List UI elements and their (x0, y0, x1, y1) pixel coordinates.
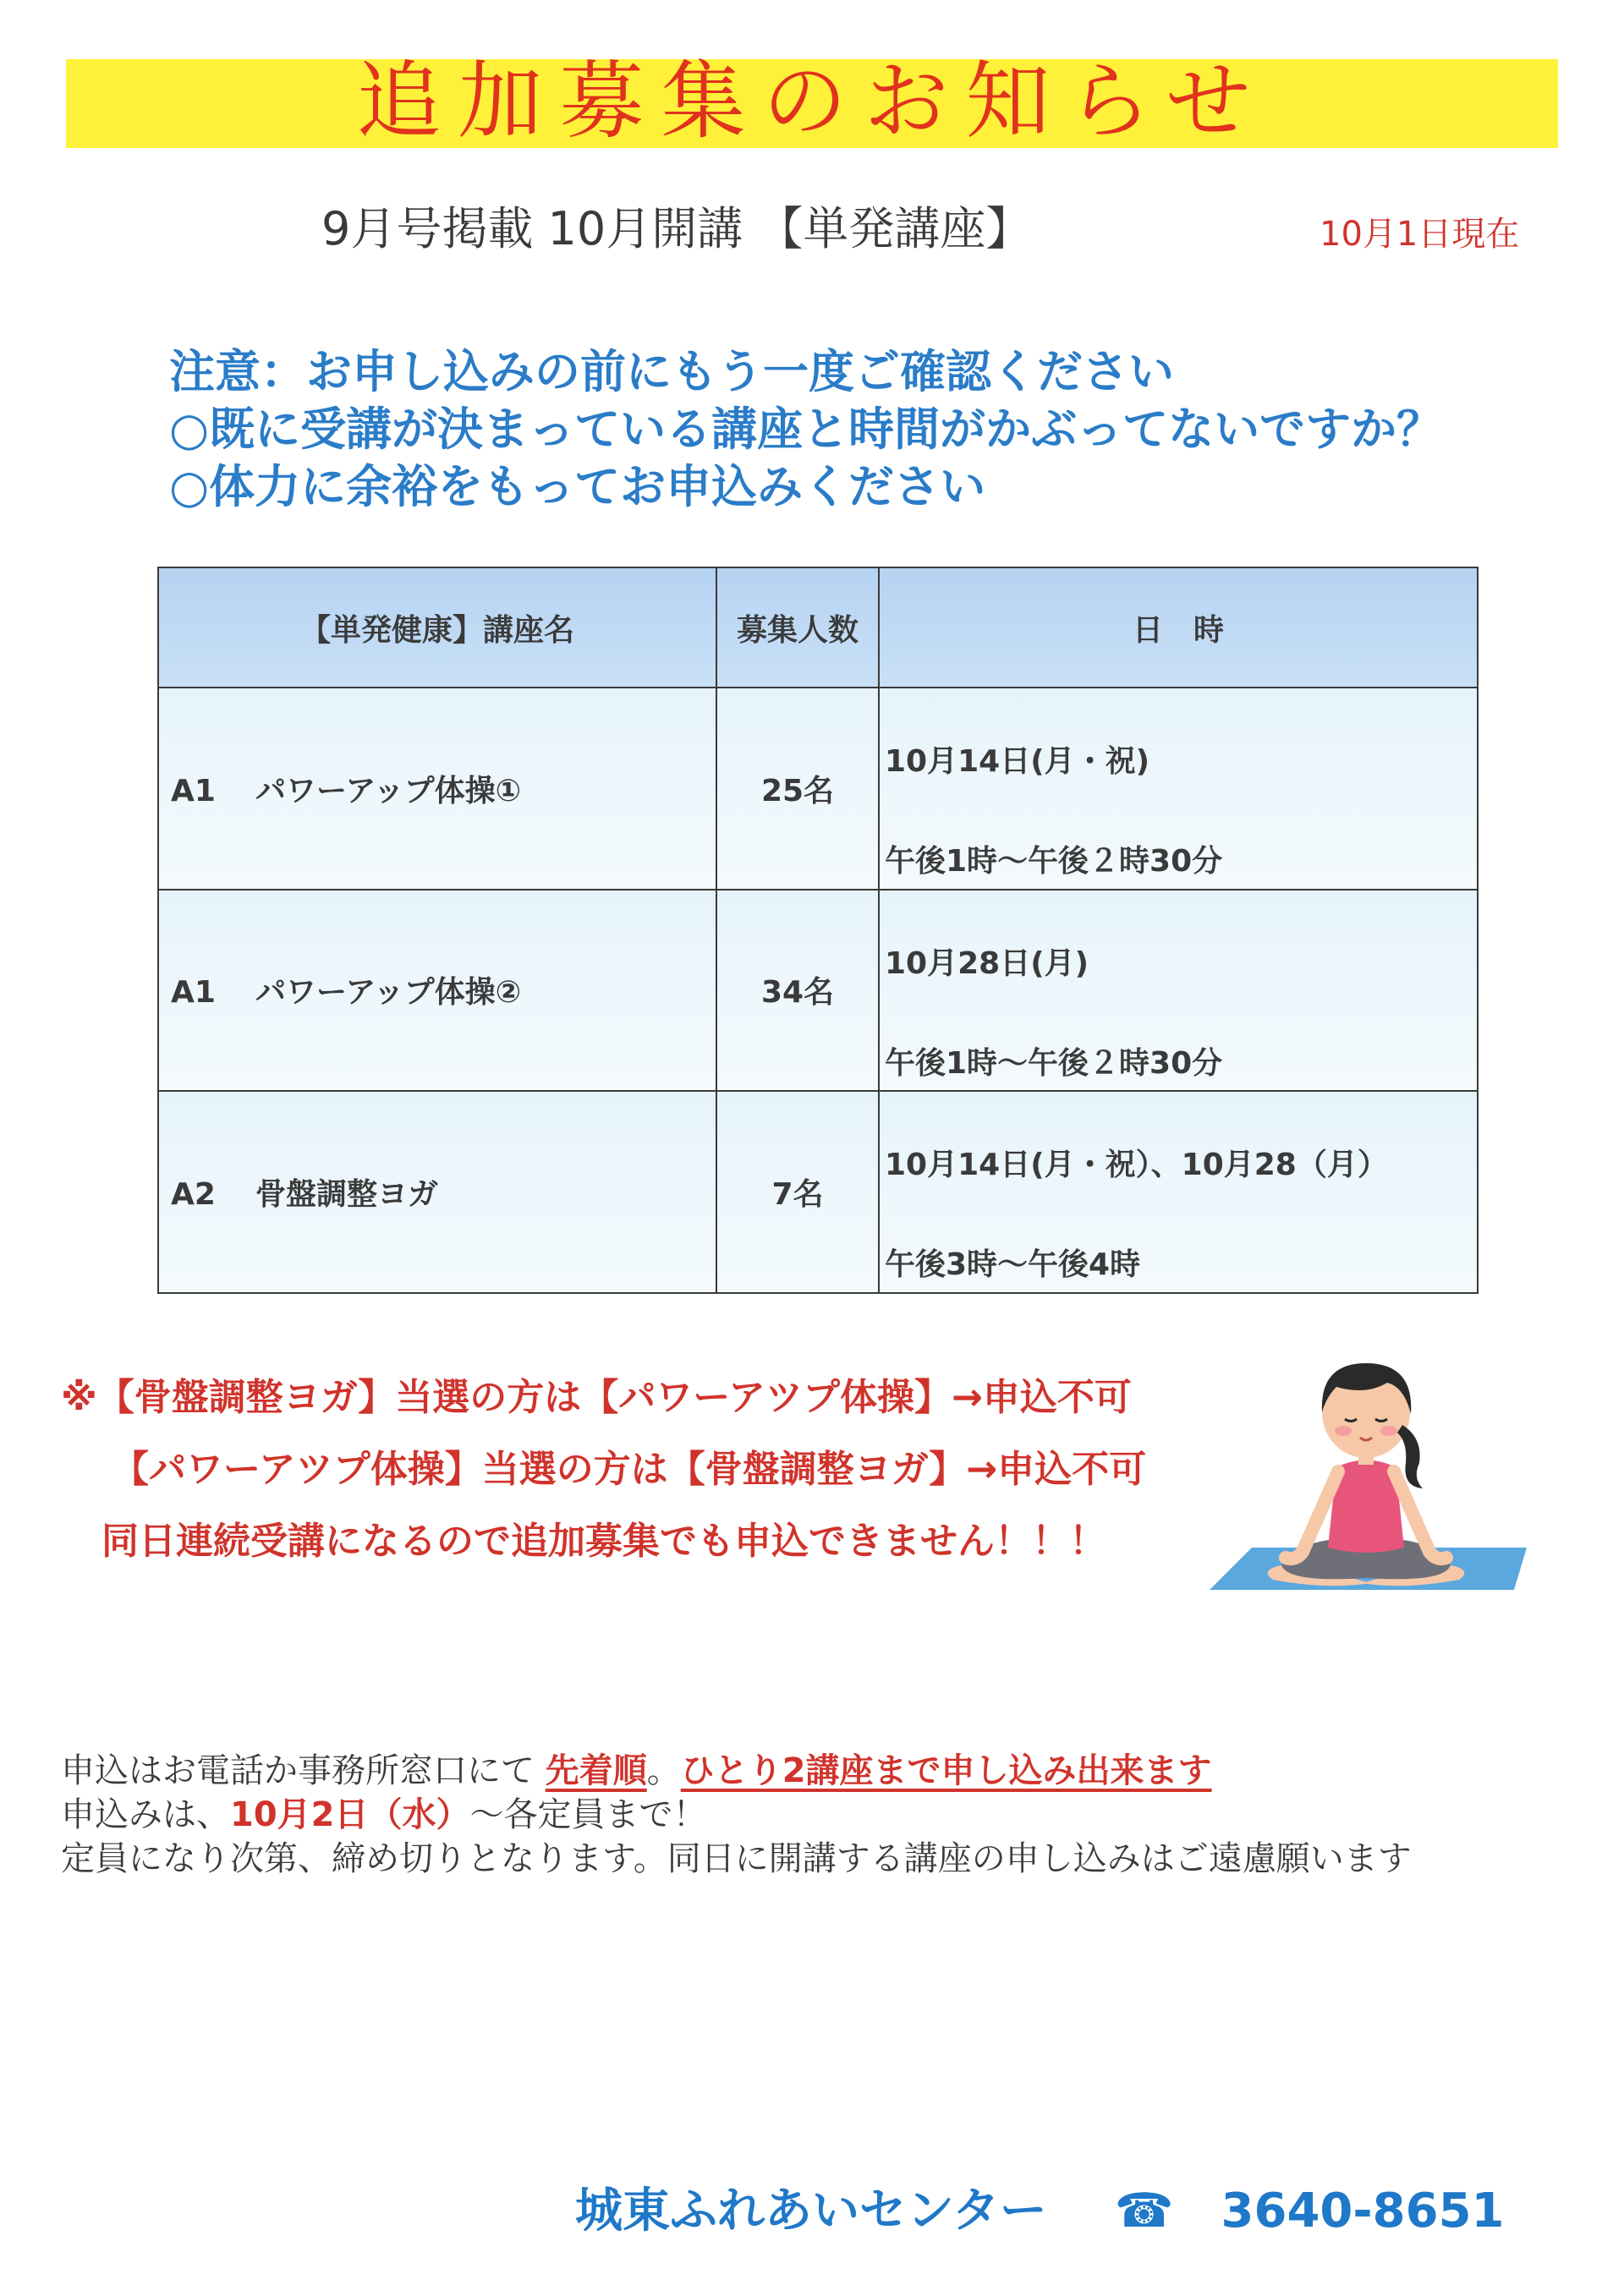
table-row (158, 688, 1478, 890)
header-datetime: 日 時 (879, 567, 1478, 688)
datetime-cell (879, 688, 1478, 890)
info-line-1 (61, 1744, 1212, 1792)
course-code: A1 (171, 773, 216, 808)
info-line-2 (61, 1788, 707, 1836)
capacity-cell: 25名 (716, 688, 879, 890)
header-capacity: 募集人数 (716, 567, 879, 688)
warning-line-3: 同日連続受講になるので追加募集でも申込できません！！！ (102, 1520, 1106, 1563)
course-date: 10月28日(月) (885, 945, 1089, 981)
as-of-date: 10月1日現在 (1320, 215, 1520, 254)
footer-contact (575, 2173, 1505, 2241)
limit-text: ひとり2講座まで申し込み出来ます (680, 1751, 1212, 1790)
course-date: 10月14日(月・祝）、10月28（月） (885, 1148, 1388, 1183)
start-date-text: 10月2日（水） (230, 1795, 470, 1834)
notice-line-1: 注意：お申し込みの前にもう一度ご確認ください (169, 345, 1174, 398)
course-name-cell (158, 688, 716, 890)
datetime-cell (879, 1091, 1478, 1293)
course-name-cell (158, 890, 716, 1092)
yoga-illustration-icon (1201, 1345, 1531, 1598)
course-time: 午後1時～午後２時30分 (885, 1045, 1223, 1081)
course-name-cell (158, 1091, 716, 1293)
info-line-1-text: 申込はお電話か事務所窓口にて (61, 1751, 546, 1790)
table-header-row (158, 567, 1478, 688)
warning-line-2: 【パワーアツプ体操】当選の方は【骨盤調整ヨガ】→申込不可 (112, 1448, 1147, 1491)
info-line-2-text: 申込みは、 (61, 1795, 230, 1834)
table-row (158, 1091, 1478, 1293)
page-title: 追加募集のお知らせ (356, 51, 1268, 151)
first-come-text: 先着順 (545, 1751, 647, 1790)
info-line-1-punct: 。 (646, 1751, 681, 1790)
subtitle: 9月号掲載 10月開講 【単発講座】 (321, 202, 1032, 255)
info-line-3: 定員になり次第、締め切りとなります。同日に開講する講座の申し込みはご遠慮願います (61, 1839, 1412, 1878)
info-line-2-tail: ～各定員まで！ (469, 1795, 707, 1834)
datetime-cell (879, 890, 1478, 1092)
header-course-name: 【単発健康】講座名 (158, 567, 716, 688)
course-name: 骨盤調整ヨガ (255, 1177, 439, 1213)
course-code: A1 (171, 975, 216, 1011)
course-name: パワーアップ体操② (255, 975, 522, 1011)
course-table (157, 567, 1479, 1294)
course-code: A2 (171, 1177, 216, 1213)
course-time: 午後3時～午後4時 (885, 1247, 1141, 1283)
warning-line-1: ※【骨盤調整ヨガ】当選の方は【パワーアツプ体操】→申込不可 (61, 1376, 1132, 1419)
notice-line-2: ○既に受講が決まっている講座と時間がかぶってないですか？ (169, 403, 1443, 456)
capacity-cell: 7名 (716, 1091, 879, 1293)
title-banner (66, 51, 1558, 151)
phone-number[interactable]: 3640-8651 (1221, 2184, 1505, 2238)
table-row (158, 890, 1478, 1092)
notice-line-3: ○体力に余裕をもってお申込みください (169, 460, 986, 513)
course-name: パワーアップ体操① (255, 773, 522, 808)
phone-icon: ☎ (1114, 2184, 1174, 2238)
course-date: 10月14日(月・祝) (885, 744, 1150, 779)
capacity-cell: 34名 (716, 890, 879, 1092)
course-time: 午後1時～午後２時30分 (885, 844, 1223, 879)
center-name: 城東ふれあいセンター (575, 2184, 1047, 2238)
